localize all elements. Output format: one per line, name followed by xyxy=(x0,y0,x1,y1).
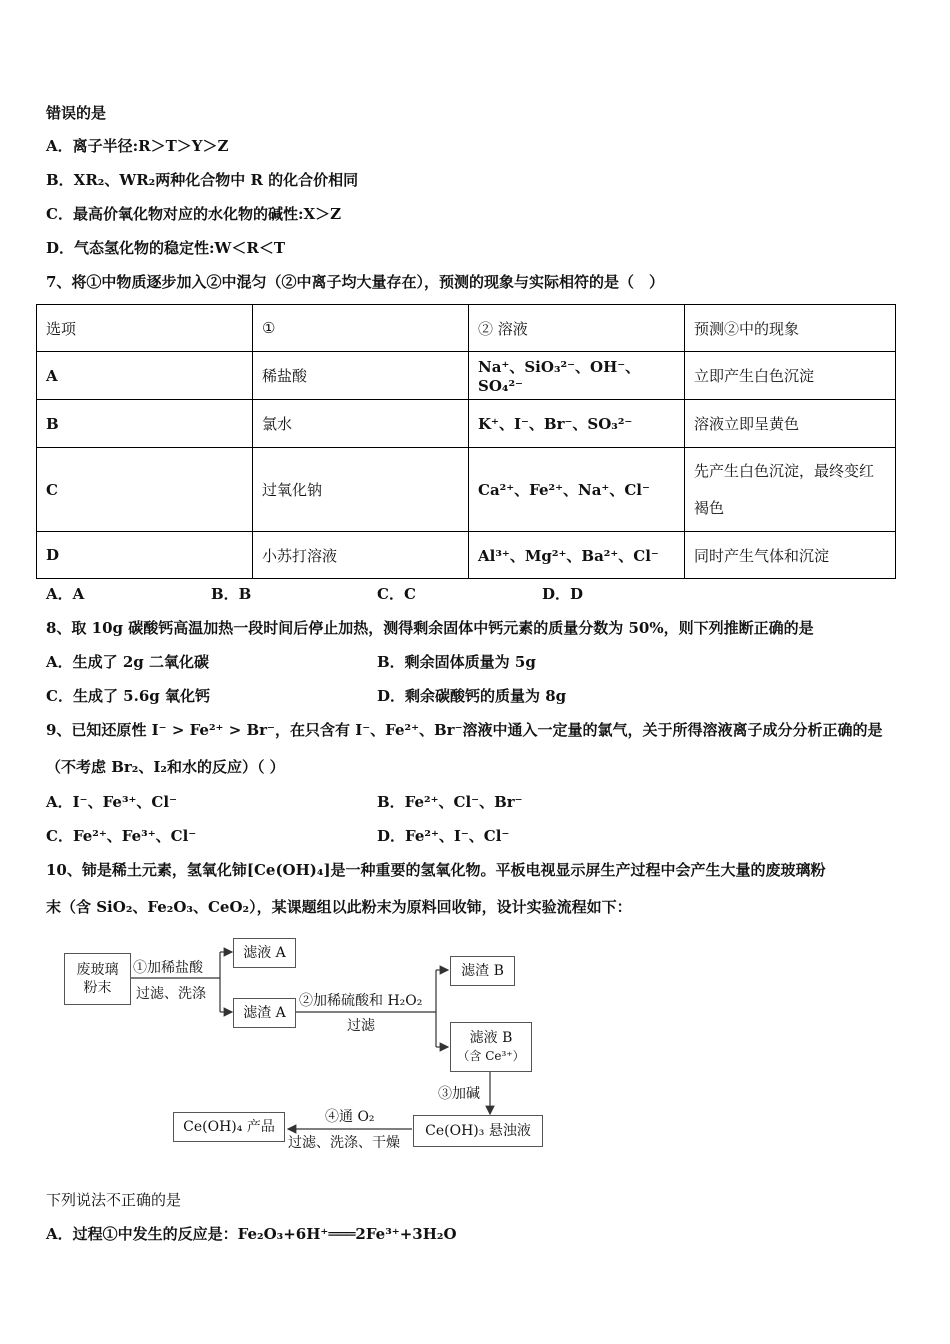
q7-answer-a: A．A xyxy=(46,585,85,603)
q7-answer-b: B．B xyxy=(211,585,252,603)
suspension-label: Ce(OH)₃ 悬浊液 xyxy=(425,1123,531,1139)
header-cell: 选项 xyxy=(37,305,253,352)
phenomenon-cell: 同时产生气体和沉淀 xyxy=(685,532,896,579)
q8-option-a: A．生成了 2g 二氧化碳 xyxy=(46,653,210,671)
residue-b-box xyxy=(450,956,515,986)
filtrate-a-box xyxy=(233,938,296,968)
q9-option-c: C．Fe²⁺、Fe³⁺、Cl⁻ xyxy=(46,827,197,845)
q8-option-c: C．生成了 5.6g 氧化钙 xyxy=(46,687,210,705)
row-label: B xyxy=(37,400,253,448)
product-box xyxy=(173,1112,285,1142)
q6-option-a: A．离子半径:R＞T＞Y＞Z xyxy=(46,137,229,155)
step2-sub-label: 过滤 xyxy=(347,1018,375,1034)
q10-option-a: A．过程①中发生的反应是：Fe₂O₃+6H⁺═══2Fe³⁺+3H₂O xyxy=(46,1225,457,1243)
step2-label: ②加稀硫酸和 H₂O₂ xyxy=(299,993,423,1009)
q9-stem-continued: （不考虑 Br₂、I₂和水的反应）（ ） xyxy=(46,758,285,776)
q9-stem: 9、已知还原性 I⁻ > Fe²⁺ > Br⁻，在只含有 I⁻、Fe²⁺、Br⁻溶液中通入一定量的氯气，关于所得溶液离子成分分析正确的是 xyxy=(46,721,883,739)
suspension-box xyxy=(413,1115,543,1147)
header-cell: 预测②中的现象 xyxy=(685,305,896,352)
q7-stem: 7、将①中物质逐步加入②中混匀（②中离子均大量存在），预测的现象与实际相符的是（ ） xyxy=(46,273,664,291)
q9-option-d: D．Fe²⁺、I⁻、Cl⁻ xyxy=(377,827,510,845)
step3-label: ③加碱 xyxy=(438,1086,480,1102)
start-label: 废玻璃粉末 xyxy=(76,962,119,996)
reagent-cell: 小苏打溶液 xyxy=(253,532,469,579)
ions-cell: Ca²⁺、Fe²⁺、Na⁺、Cl⁻ xyxy=(469,448,685,532)
q8-option-d: D．剩余碳酸钙的质量为 8g xyxy=(377,687,567,705)
filtrate-a-label: 滤液 A xyxy=(243,945,286,961)
q10-stem-continued: 末（含 SiO₂、Fe₂O₃、CeO₂），某课题组以此粉末为原料回收铈，设计实验流程如下： xyxy=(46,898,632,916)
phenomenon-cell: 先产生白色沉淀，最终变红褐色 xyxy=(685,448,896,532)
filtrate-b-note: （含 Ce³⁺） xyxy=(457,1049,525,1063)
q6-option-b: B．XR₂、WR₂两种化合物中 R 的化合价相同 xyxy=(46,171,359,189)
q10-question: 下列说法不正确的是 xyxy=(46,1191,182,1209)
q6-option-d: D．气态氢化物的稳定性:W＜R＜T xyxy=(46,239,286,257)
product-label: Ce(OH)₄ 产品 xyxy=(183,1119,275,1135)
phenomenon-cell: 溶液立即呈黄色 xyxy=(685,400,896,448)
reagent-cell: 过氧化钠 xyxy=(253,448,469,532)
row-label: C xyxy=(37,448,253,532)
ions-cell: Al³⁺、Mg²⁺、Ba²⁺、Cl⁻ xyxy=(469,532,685,579)
q7-answer-d: D．D xyxy=(542,585,584,603)
step1-label: ①加稀盐酸 xyxy=(133,960,203,976)
residue-b-label: 滤渣 B xyxy=(461,963,504,979)
filtrate-b-label: 滤液 B xyxy=(469,1030,513,1046)
q9-option-b: B．Fe²⁺、Cl⁻、Br⁻ xyxy=(377,793,523,811)
filtrate-b-box xyxy=(450,1022,532,1072)
q7-answer-c: C．C xyxy=(377,585,416,603)
phenomenon-cell: 立即产生白色沉淀 xyxy=(685,352,896,400)
residue-a-label: 滤渣 A xyxy=(243,1005,286,1021)
ions-cell: Na⁺、SiO₃²⁻、OH⁻、SO₄²⁻ xyxy=(469,352,685,400)
step4-sub-label: 过滤、洗涤、干燥 xyxy=(288,1135,400,1151)
step1-sub-label: 过滤、洗涤 xyxy=(136,986,206,1002)
start-box xyxy=(64,953,131,1005)
reagent-cell: 氯水 xyxy=(253,400,469,448)
q8-option-b: B．剩余固体质量为 5g xyxy=(377,653,536,671)
reagent-cell: 稀盐酸 xyxy=(253,352,469,400)
step4-label: ④通 O₂ xyxy=(325,1109,375,1125)
q10-stem: 10、铈是稀土元素，氢氧化铈[Ce(OH)₄]是一种重要的氢氧化物。平板电视显示屏生产过程中会产生大量的废玻璃粉 xyxy=(46,861,826,879)
header-cell: ① xyxy=(253,305,469,352)
row-label: D xyxy=(37,532,253,579)
q8-stem: 8、取 10g 碳酸钙高温加热一段时间后停止加热，测得剩余固体中钙元素的质量分数为 50%，则下列推断正确的是 xyxy=(46,619,814,637)
q9-option-a: A．I⁻、Fe³⁺、Cl⁻ xyxy=(46,793,177,811)
q6-stem-tail: 错误的是 xyxy=(46,104,107,122)
q6-option-c: C．最高价氧化物对应的水化物的碱性:X＞Z xyxy=(46,205,342,223)
header-cell: ② 溶液 xyxy=(469,305,685,352)
residue-a-box xyxy=(233,998,296,1028)
row-label: A xyxy=(37,352,253,400)
ions-cell: K⁺、I⁻、Br⁻、SO₃²⁻ xyxy=(469,400,685,448)
